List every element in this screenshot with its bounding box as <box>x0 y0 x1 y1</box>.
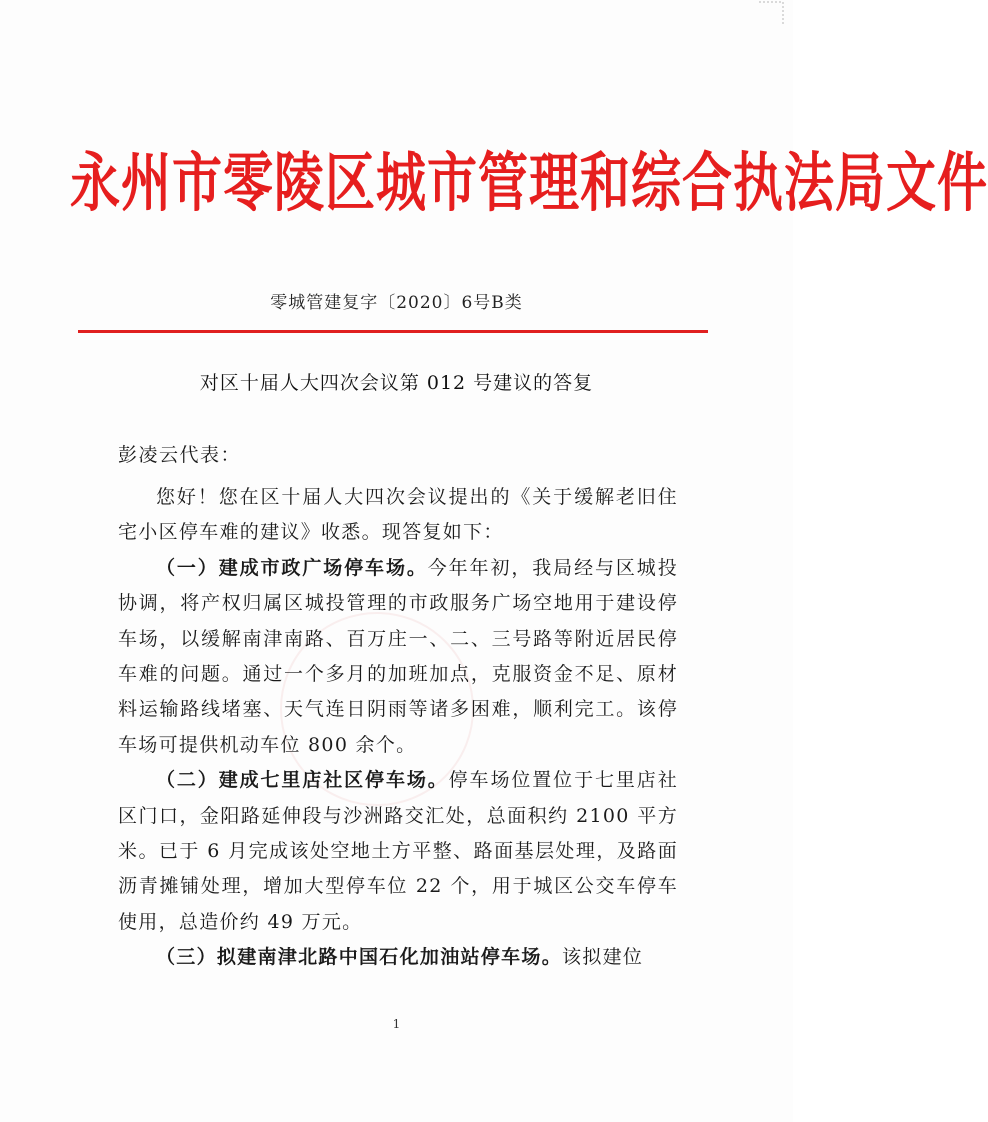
section-text: 停车场位置位于七里店社区门口，金阳路延伸段与沙洲路交汇处，总面积约 2100 平方米。已于 6 月完成该处空地土方平整、路面基层处理，及路面沥青摊铺处理，增加大型停车位 22 个，用于城区公交车停车使用，总造价约 49 万元。 <box>118 769 678 933</box>
section-heading: （一）建成市政广场停车场。 <box>156 556 428 579</box>
section-text: 该拟建位 <box>562 946 644 969</box>
section-paragraph <box>118 940 678 975</box>
salutation: 彭凌云代表： <box>118 444 242 466</box>
section-text: 今年年初，我局经与区城投协调，将产权归属区城投管理的市政服务广场空地用于建设停车场，以缓解南津南路、百万庄一、二、三号路等附近居民停车难的问题。通过一个多月的加班加点，克服资金不足、原材料运输路线堵塞、天气连日阴雨等诸多困难，顺利完工。该停车场可提供机动车位 800 余个。 <box>118 556 678 756</box>
intro-paragraph: 您好！您在区十届人大四次会议提出的《关于缓解老旧住宅小区停车难的建议》收悉。现答复如下： <box>118 486 678 544</box>
document-body <box>118 480 678 976</box>
agency-header-title: 永州市零陵区城市管理和综合执法局文件 <box>70 144 988 221</box>
section-heading: （三）拟建南津北路中国石化加油站停车场。 <box>156 946 563 969</box>
document-title: 对区十届人大四次会议第 012 号建议的答复 <box>199 372 594 394</box>
section-heading: （二）建成七里店社区停车场。 <box>156 769 449 792</box>
scan-corner-mark <box>757 0 785 26</box>
page-number: 1 <box>392 1017 401 1031</box>
document-number: 零城管建复字〔2020〕6号B类 <box>270 293 523 313</box>
red-divider-line <box>78 330 708 333</box>
section-paragraph <box>118 551 678 763</box>
section-paragraph <box>118 763 678 940</box>
